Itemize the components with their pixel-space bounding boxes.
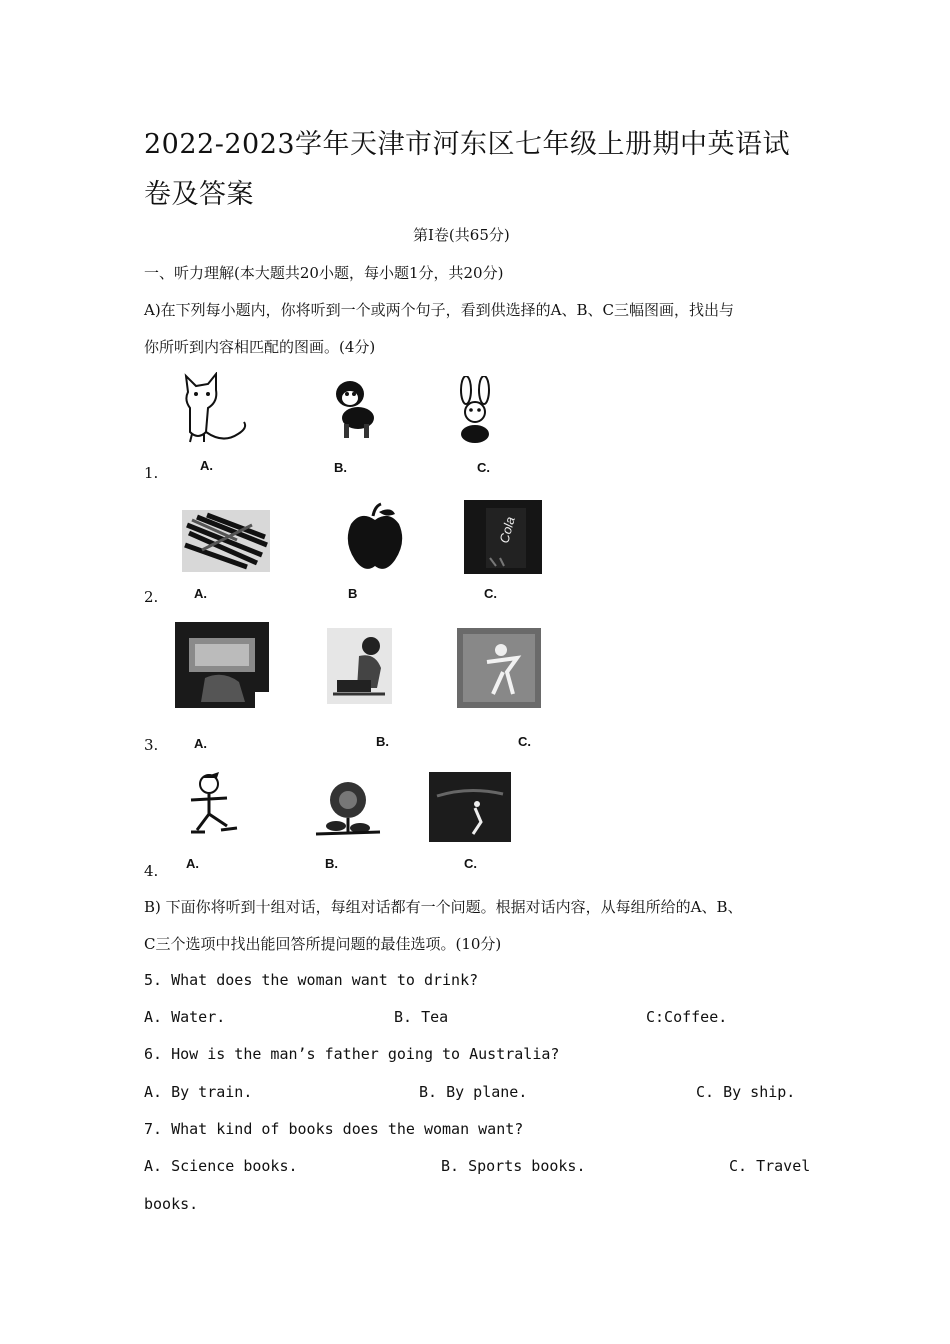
cat-picture (178, 372, 253, 447)
cola-picture (464, 500, 542, 574)
question-6-option-b: B. By plane. (419, 1083, 528, 1101)
part1-heading: 一、听力理解(本大题共20小题，每小题1分，共20分) (144, 264, 504, 282)
question-7-option-c: C. Travel (729, 1157, 811, 1175)
reading-girl-picture (327, 628, 392, 704)
question-7-option-a: A. Science books. (144, 1157, 298, 1175)
option-label-1a: A. (200, 458, 213, 473)
question-5-option-b: B. Tea (394, 1008, 449, 1026)
option-label-1b: B. (334, 460, 347, 475)
option-label-4b: B. (325, 856, 338, 871)
option-label-2c: C. (484, 586, 497, 601)
rabbit-picture (452, 376, 500, 444)
apple-picture (343, 502, 408, 574)
option-label-3a: A. (194, 736, 207, 751)
partA-instruction-line2: 你所听到内容相匹配的图画。(4分) (144, 338, 376, 356)
option-label-2a: A. (194, 586, 207, 601)
option-label-4c: C. (464, 856, 477, 871)
question-7: 7. What kind of books does the woman want? (144, 1120, 524, 1138)
question-6-option-c: C. By ship. (696, 1083, 796, 1101)
partA-instruction-line1: A)在下列每小题内，你将听到一个或两个句子，看到供选择的A、B、C三幅图画，找出与 (144, 301, 735, 319)
skater-picture (183, 770, 243, 840)
option-label-4a: A. (186, 856, 199, 871)
question-5-option-a: A. Water. (144, 1008, 226, 1026)
question-5: 5. What does the woman want to drink? (144, 971, 479, 989)
night-scene-picture (429, 772, 511, 842)
question-7-option-c-continued: books. (144, 1195, 199, 1213)
question-5-option-c: C:Coffee. (646, 1008, 728, 1026)
dancer-picture (457, 628, 541, 708)
page-title: 2022-2023学年天津市河东区七年级上册期中英语试卷及答案 (144, 129, 791, 210)
partB-instruction-line2: C三个选项中找出能回答所提问题的最佳选项。(10分) (144, 935, 502, 953)
option-label-2b: B (348, 586, 358, 601)
cola-text: Cola (496, 515, 518, 545)
question-number-2: 2. (144, 588, 159, 606)
question-6-option-a: A. By train. (144, 1083, 253, 1101)
option-label-3b: B. (376, 734, 389, 749)
option-label-3c: C. (518, 734, 531, 749)
dog-picture (330, 376, 380, 441)
option-label-1c: C. (477, 460, 490, 475)
question-number-3: 3. (144, 736, 159, 754)
partB-instruction-line1: B) 下面你将听到十组对话，每组对话都有一个问题。根据对话内容，从每组所给的A、B、 (144, 898, 743, 916)
classroom-picture (175, 622, 269, 708)
question-number-4: 4. (144, 862, 159, 880)
flower-picture (312, 776, 384, 840)
question-7-option-b: B. Sports books. (441, 1157, 586, 1175)
question-number-1: 1. (144, 464, 159, 482)
question-6: 6. How is the man’s father going to Australia? (144, 1045, 560, 1063)
section-heading: 第I卷(共65分) (413, 226, 510, 244)
pencils-picture (177, 505, 272, 575)
